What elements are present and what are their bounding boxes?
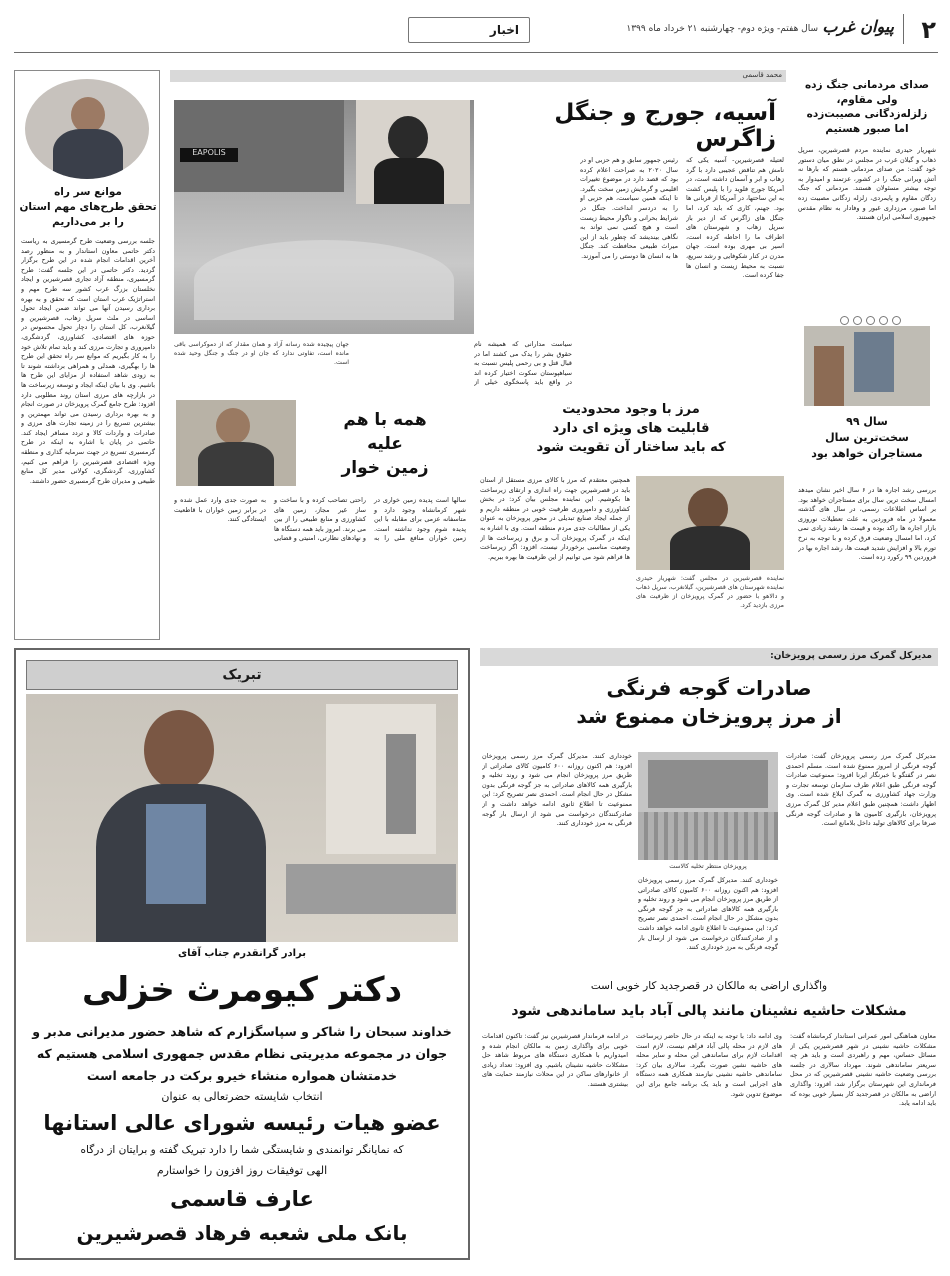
- congrats-line-6: الهی توفیقات روز افزون را خواستارم: [156, 1164, 328, 1177]
- congrats-sender: عارف قاسمی: [170, 1187, 314, 1211]
- right-story-title: صدای مردمانی جنگ زده ولی مقاوم، زلزله‌زدگانی مصیبت‌زده اما صبور هستیم: [804, 79, 930, 135]
- mp-photo: [636, 476, 784, 570]
- feature-col-2: رئیس جمهور سابق و هم حزبی او در سال ۲۰۲۰ به صراحت اعلام کرده بود که قصد دارد در موضوع تغییرات اقلیمی و گرمایش زمین سخت بگیرد. تا اینکه همین سیاست، هم حزبی او را به دردسر انداخت. جنگل در شرایط بحرانی و ناگوار محیط زیست است و هیچ کسی نمی تواند به نگاهی بیندیشد که چطور باید از این میراث طبیعی محافظت کند. جنگل ها به انسان ها دوستی را می آموزند.: [580, 156, 678, 260]
- truck-photo-caption: پرویزخان منتظر تخلیه کالاست: [669, 863, 747, 870]
- congrats-intro: برادر گرانقدرم جناب آقای: [177, 948, 306, 959]
- congrats-line-3: خدمتشان همواره منشاء خیرو برکت در جامعه است: [86, 1068, 398, 1083]
- customs-col-2b: خودداری کنند. مدیرکل گمرک مرز رسمی پرویزخان افزود: هم اکنون روزانه ۶۰۰ کامیون کالای صادراتی از طریق مرز پرویزخان انجام می شود و روند تخلیه و بارگیری همه کالاهای صادراتی به جز گوجه فرنگی بدون مشکل در حال انجام است. احمدی نصر تصریح کرد: این ممنوعیت تا اطلاع ثانوی ادامه خواهد داشت و از صادرکنندگان درخواست می شود از ارسال بار گوجه فرنگی به مرز خودداری کنند.: [638, 876, 778, 952]
- border-story-body: همچنین معتقدم که مرز با کالای مرزی مستقل از استان باید در قصرشیرین جهت راه اندازی و ارتقای زیرساخت ها بکوشیم. این نماینده مجلس بیان کرد: در بخش کشاورزی و دامپروری ظرفیت خوبی در منطقه داریم و از جمله ایجاد صنایع تبدیلی در محور پرویزخان به عنوان یکی از مطالبات جدی مردم منطقه است. وی با اشاره به اینکه در گمرک پرویزخان آب و برق و زیرساخت ها از وضعیت مناسبی برخوردار نیست، افزود: اگر زیرساخت ها فراهم شود می توانیم از این ظرفیت ها بهره ببریم.: [480, 476, 630, 561]
- customs-story: [480, 648, 938, 968]
- mp-photo-caption: نماینده قصرشیرین در مجلس گفت: شهریار حیدری نماینده شهرستان های قصرشیرین، گیلانغرب، سرپل ذهاب و دالاهو با حضور در گمرک پرویزخان از ظرفیت های مرزی بازدید کرد.: [636, 575, 784, 609]
- left-story-body: جلسه بررسی وضعیت طرح گرمسیری به ریاست دکتر حاتمی معاون استاندار و به منظور رصد آخرین اقدامات انجام شده در این طرح برگزار گردید. دکتر حاتمی در این جلسه گفت: طرح گرمسیری، منطقه آزاد تجاری قصرشیرین و ایجاد نخلستان بزرگ غرب کشور سه طرح مهم و استراتژیک غرب استان است که تحقق و به بهره برداری رسیدن آنها می تواند ضمن ایجاد تحول اساسی در ملث سرپل زهاب، قصرشیرین و گیلانغرب، کل استان را دچار تحول محسوس در حوزه های اقتصادی، کشاورزی، گردشگری، دامپروری و تجارت مرزی کند و باید تمام تلاش خود را به کار بگیریم که موانع سر راه تحقق این طرح ها را بهگیری، همدلی و همراهی برداشته شوند تا به زودی شاهد استفاده از مزایای این طرح ها باشیم. وی با بیان اینکه ایجاد و توسعه زیرساخت ها در بازارچه های مرزی استان روند مطلوبی دارد افزود: طرح جامع گمرک پرویزخان در صورت انجام و به بهره برداری رسیدن می تواند مهمترین و بیشترین تسریع را در زمینه تجارت های مرزی و صادرات و واردات کالا و تردد مسافر ایجاد کند. حاتمی در پایان با اشاره به اینکه در طرح گرمسیری تسریع در جهت سرمایه گذاری و منطقه ویژه اقتصادی قصرشیرین را فراهم می کنیم، کشاورزی، گردشگری، کولانی مدیر کل منابع طبیعی و مدیران طرح گرمسیری حضور داشتند.: [21, 237, 155, 485]
- border-story-title: مرز با وجود محدودیت قابلیت های ویژه ای دارد که باید ساختار آن تقویت شود: [536, 402, 726, 455]
- congrats-line-4: انتخاب شایسته حضرتعالی به عنوان: [161, 1090, 323, 1103]
- feature-story: [170, 70, 786, 392]
- masthead-logo: پیوان غرب: [822, 17, 894, 36]
- land-allocation-title: مشکلات حاشیه نشینان مانند پالی آباد باید ساماندهی شود: [511, 1003, 907, 1019]
- land-story-body: سالها است پدیده زمین خواری در شهر کرمانشاه وجود دارد و متاسفانه عزمی برای مقابله با این پدیده شوم وجود نداشته است. زمین خواران منافع ملی را به راحتی تصاحب کرده و با ساخت و ساز غیر مجاز، زمین های کشاورزی و منابع طبیعی را از بین می برند. امروز باید همه دستگاه ها و نهادهای نظارتی، امنیتی و قضایی به صورت جدی وارد عمل شده و در برابر زمین خواران با قاطعیت ایستادگی کنند.: [174, 496, 466, 543]
- honoree-name: دکتر کیومرث خزلی: [81, 970, 403, 1010]
- congrats-line-2: جوان در مجموعه مدیریتی نظام مقدس جمهوری اسلامی هستیم که: [36, 1046, 448, 1061]
- page-number: ۲: [921, 16, 936, 44]
- land-allocation-col-3: در ادامه فرماندار قصرشیرین نیز گفت: تاکنون اقدامات خوبی برای واگذاری زمین به مالکان انجام شده و امیدواریم با همکاری دستگاه های مربوط شاهد حل مشکلات حاشیه نشینان باشیم. وی افزود: تعداد زیادی از خانوارهای ساکن در این محلات نیازمند حمایت های بیشتری هستند.: [482, 1032, 628, 1088]
- congrats-header: تبریک: [222, 667, 262, 683]
- truck-photo: [638, 752, 778, 860]
- official-portrait: [25, 79, 149, 179]
- customs-col-1: مدیرکل گمرک مرز رسمی پرویزخان گفت: صادرات گوجه فرنگی از امروز ممنوع شده است. مسلم احمدی نصر در گفتگو با خبرنگار ایرنا افزود: ممنوعیت صادرات گوجه فرنگی طبق اعلام ظرف سازمان توسعه تجارت و وزارت جهاد کشاورزی به گمرک ابلاغ شده است. وی اظهار داشت: همچنین طبق اعلام مدیر کل گمرک مرزی پرویزخان، بارگیری کامیون ها و صادرات گوجه فرنگی صرفا برای کالاهای تولید داخل بلامانع است.: [786, 752, 936, 828]
- customs-kicker: مدیرکل گمرک مرز رسمی پرویزخان:: [770, 651, 932, 661]
- congrats-header-bar: [26, 660, 458, 690]
- police-car-plate: EAPOLIS: [180, 148, 238, 162]
- feature-col-3: سیاست مدارانی که همیشه نام حقوق بشر را یدک می کشند اما در قبال قتل و بی رحمی پلیس نسبت به سیاهپوستان سکوت اختیار کرده اند در واقع باید پاسخگوی خیلی از: [474, 340, 572, 387]
- land-allocation-col-2: وی ادامه داد: با توجه به اینکه در حال حاضر زیرساخت های لازم در محله پالی آباد فراهم نیست، لازم است اقدامات لازم برای ساماندهی این محله و سایر محله های حاشیه نشین صورت بگیرد. سالاری بیان کرد: ساماندهی حاشیه نشینی نیازمند همکاری همه دستگاه های اجرایی است و باید یک برنامه جامع برای این موضوع تدوین شود.: [636, 1032, 782, 1098]
- land-allocation-col-1: معاون هماهنگی امور عمرانی استاندار کرمانشاه گفت: مشکلات حاشیه نشینی در شهر قصرشیرین یکی از مسائل حساس، مهم و راهبردی است و باید هر چه سریعتر ساماندهی شوند. مهرداد سالاری در جلسه بررسی وضعیت حاشیه نشینی قصرشیرین که در محل فرمانداری این شهرستان برگزار شد، افزود: واگذاری اراضی به مالکان در قصرجدید کار بسیار خوبی بوده که باید ادامه یابد.: [790, 1032, 936, 1108]
- land-story-photo: [176, 400, 296, 486]
- congrats-line-1: خداوند سبحان را شاکر و سپاسگزارم که شاهد حضور مدیرانی مدبر و: [32, 1024, 452, 1039]
- left-story-title: موانع سر راه تحقق طرح‌های مهم استان را بر می‌داریم: [19, 186, 157, 228]
- right-column: [796, 70, 938, 640]
- congrats-line-5: که نمایانگر توانمندی و شایستگی شما را دارد تبریک گفته و برایتان از درگاه: [80, 1144, 404, 1156]
- feature-photo-collage: [174, 100, 474, 334]
- left-news-box: [14, 70, 160, 640]
- page-header: [0, 0, 950, 58]
- honoree-photo: [26, 694, 458, 942]
- congratulation-ad: [14, 648, 470, 1260]
- issue-line: سال هفتم- ویژه دوم- چهارشنبه ۲۱ خرداد ماه ۱۳۹۹: [626, 24, 818, 34]
- land-story-title: همه با هم علیه زمین خوار: [341, 410, 429, 478]
- section-label: اخبار: [489, 23, 519, 37]
- land-grab-story: [170, 396, 470, 640]
- congrats-position: عضو هیات رئیسه شورای عالی استانها: [43, 1111, 441, 1135]
- congrats-org: بانک ملی شعبه فرهاد قصرشیرین: [76, 1221, 408, 1245]
- feature-photo-caption: جهان پیچیده شده رسانه آزاد و همان مقدار که از دموکراسی باقی مانده است، تفاوتی ندارد که جان او در جنگ و جنگل وحید شده است.: [174, 341, 349, 366]
- customs-title: صادرات گوجه فرنگی از مرز پرویزخان ممنوع شد: [576, 676, 842, 728]
- feature-kicker-bar: [170, 70, 786, 82]
- customs-kicker-bar: [480, 648, 938, 666]
- tenant-story-title: سال ۹۹ سخت‌ترین سال مستاجران خواهد بود: [811, 415, 923, 460]
- border-story: [476, 396, 786, 640]
- land-allocation-kicker: واگذاری اراضی به مالکان در قصرجدید کار خوبی است: [590, 980, 828, 992]
- feature-col-1: لعتیله قصرشیرین- آسیه یکی که نامش هم تناقض عجیبی دارد با گرد زهاب و ابر و آسمان داشته است، در آمریکا جورج فلوید را با پلیس کشت به این ساحتها، در آمریکا از قربانی ها بود. جهنم، کاری که باید کرد، اما جنگل های زاگرس که از دیر باز سرپل زهاب و شهرستان های اطراف ما را احاطه کرده است، اسیر بی مهری بوده است. جهان مدرن در کنار شکوفایی و رشد سریع، نسبت به محیط زیست و انسان ها جفا کرده است.: [686, 156, 784, 280]
- tenant-photo: [804, 326, 930, 406]
- feature-title: آسیه، جورج و جنگل زاگرس: [554, 100, 776, 152]
- land-allocation-story: [480, 976, 938, 1262]
- customs-col-2: خودداری کنند. مدیرکل گمرک مرز رسمی پرویزخان افزود: هم اکنون روزانه ۶۰۰ کامیون کالای صادراتی از طریق مرز پرویزخان انجام می شود و روند تخلیه و بارگیری همه کالاهای صادراتی به جز گوجه فرنگی بدون مشکل در حال انجام است. احمدی نصر تصریح کرد: این ممنوعیت تا اطلاع ثانوی ادامه خواهد داشت و از صادرکنندگان درخواست می شود از ارسال بار گوجه فرنگی به مرز خودداری کنند.: [482, 752, 632, 828]
- section-tab: [408, 17, 530, 43]
- tenant-story-body: بررسی رشد اجاره ها در ۶ سال اخیر نشان میدهد امسال سخت ترین سال برای مستاجران خواهد بود. بر اساس اطلاعات رسمی، در سال های گذشته معمولا در ماه فروردین به علت تعطیلات نوروزی بازار اجاره ها راکد بوده و قیمت ها رشد زیادی نمی کرد، اما امسال وضعیت فرق کرده و با توجه به نرخ تورم بالا و افزایش شدید قیمت ها، رشد اجاره بها در فروردین ۹۹ رکورد زده است.: [798, 486, 936, 562]
- feature-kicker: محمد قاسمی: [742, 71, 782, 79]
- right-story-body: شهریار حیدری نماینده مردم قصرشیرین، سرپل ذهاب و گیلان غرب در مجلس در نطق میان دستور خود گفت: من صدای مردمانی هستم که بارها نه آتش ویرانی جنگ را در کشور، عزتمند و امیدوار به توجه بیشتر مسئولان هستند. مردمانی که جنگ زدگان مقاوم و پایمردی، زلزله زدگانی مصیبت زده اما صبور، مرزداری غیور و وفادار به نظام مقدس جمهوری اسلامی ایران هستند.: [798, 146, 936, 222]
